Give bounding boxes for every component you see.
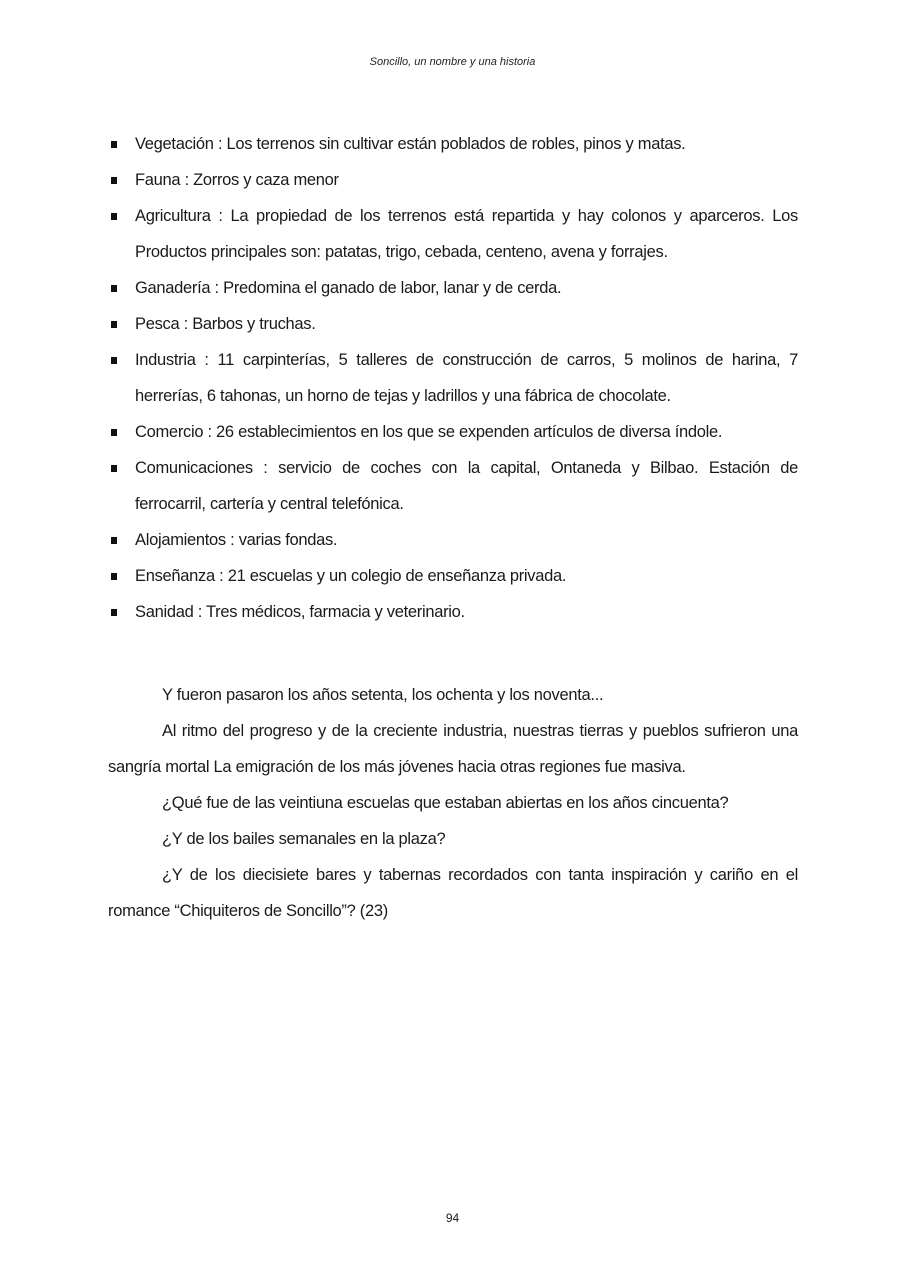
list-item-text: Sanidad : Tres médicos, farmacia y veterinario. <box>135 603 465 621</box>
square-bullet-icon <box>111 141 117 148</box>
list-item <box>108 126 798 162</box>
list-item-text: Pesca : Barbos y truchas. <box>135 315 316 333</box>
list-item-text: Comercio : 26 establecimientos en los que se expenden artículos de diversa índole. <box>135 423 723 441</box>
list-item <box>108 306 798 342</box>
body-text <box>108 677 798 929</box>
list-item-text: Ganadería : Predomina el ganado de labor, lanar y de cerda. <box>135 279 562 297</box>
paragraph: ¿Qué fue de las veintiuna escuelas que estaban abiertas en los años cincuenta? <box>162 794 729 812</box>
square-bullet-icon <box>111 321 117 328</box>
paragraph: ¿Y de los bailes semanales en la plaza? <box>162 830 446 848</box>
list-item <box>108 558 798 594</box>
running-header: Soncillo, un nombre y una historia <box>369 56 536 68</box>
list-item <box>108 594 798 630</box>
list-item <box>108 162 798 198</box>
paragraph: Al ritmo del progreso y de la creciente industria, nuestras tierras y pueblos sufrieron una sangría mortal La emigración de los más jóvenes hacia otras regiones fue masiva. <box>108 722 798 776</box>
square-bullet-icon <box>111 573 117 580</box>
list-item <box>108 414 798 450</box>
facts-list <box>108 126 798 630</box>
list-item-text: Industria : 11 carpinterías, 5 talleres de construcción de carros, 5 molinos de harina, 7 herrerías, 6 tahonas, un horno de tejas y ladrillos y una fábrica de chocolate. <box>135 351 798 405</box>
square-bullet-icon <box>111 537 117 544</box>
paragraph: Y fueron pasaron los años setenta, los ochenta y los noventa... <box>162 686 604 704</box>
square-bullet-icon <box>111 177 117 184</box>
square-bullet-icon <box>111 357 117 364</box>
square-bullet-icon <box>111 429 117 436</box>
square-bullet-icon <box>111 609 117 616</box>
list-item-text: Comunicaciones : servicio de coches con la capital, Ontaneda y Bilbao. Estación de ferrocarril, cartería y central telefónica. <box>135 459 798 513</box>
page-number: 94 <box>445 1211 460 1225</box>
list-item-text: Alojamientos : varias fondas. <box>135 531 338 549</box>
list-item-text: Agricultura : La propiedad de los terrenos está repartida y hay colonos y aparceros. Los Productos principales son: patatas, trigo, cebada, centeno, avena y forrajes. <box>135 207 798 261</box>
list-item-text: Vegetación : Los terrenos sin cultivar están poblados de robles, pinos y matas. <box>135 135 686 153</box>
list-item-text: Fauna : Zorros y caza menor <box>135 171 339 189</box>
square-bullet-icon <box>111 465 117 472</box>
list-item <box>108 342 798 414</box>
square-bullet-icon <box>111 213 117 220</box>
square-bullet-icon <box>111 285 117 292</box>
paragraph: ¿Y de los diecisiete bares y tabernas recordados con tanta inspiración y cariño en el romance “Chiquiteros de Soncillo”? (23) <box>108 866 798 920</box>
list-item <box>108 198 798 270</box>
list-item <box>108 450 798 522</box>
list-item <box>108 270 798 306</box>
list-item <box>108 522 798 558</box>
list-item-text: Enseñanza : 21 escuelas y un colegio de enseñanza privada. <box>135 567 567 585</box>
